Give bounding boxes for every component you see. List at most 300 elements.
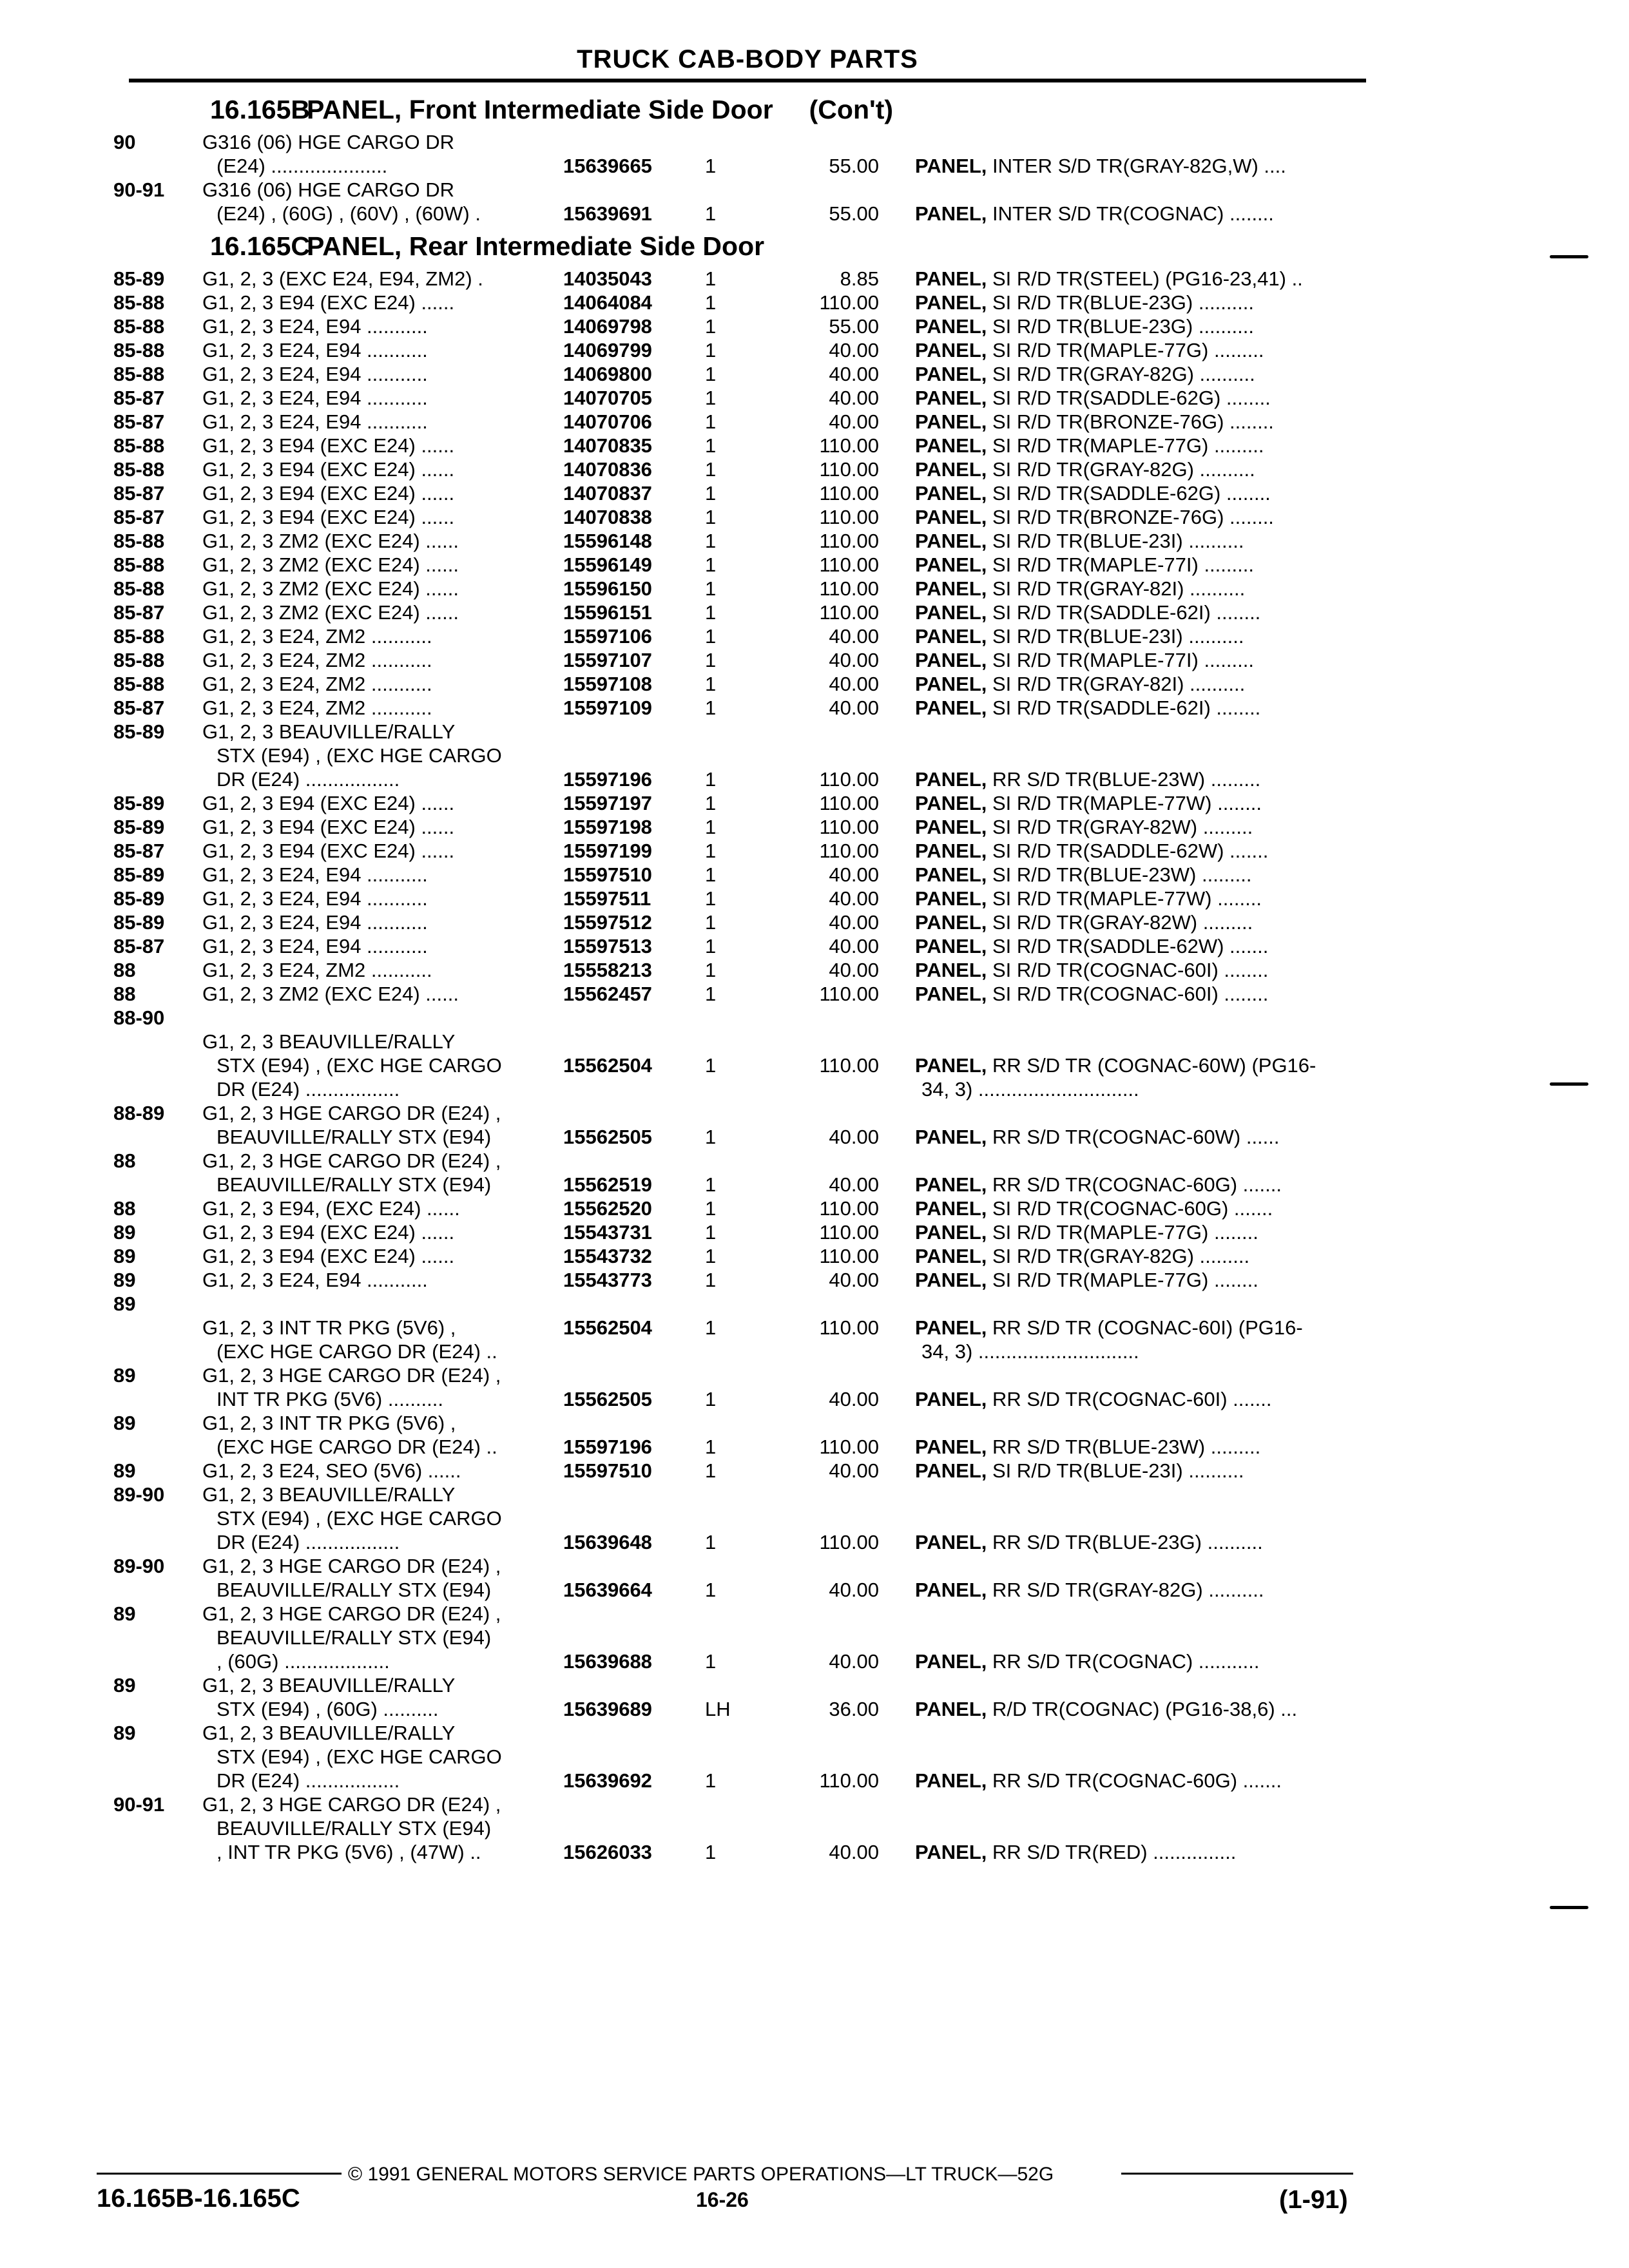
- part-number: 15597197: [563, 792, 652, 814]
- description: [915, 863, 1366, 887]
- application-line: (EXC HGE CARGO DR (E24) ..: [217, 1436, 497, 1458]
- price: 40.00: [829, 1173, 879, 1196]
- application-line: G1, 2, 3 ZM2 (EXC E24) ......: [202, 983, 459, 1005]
- application-line: G316 (06) HGE CARGO DR: [202, 178, 455, 201]
- parts-entry: [113, 1149, 1366, 1196]
- description: [915, 934, 1366, 958]
- parts-entry: [113, 1459, 1366, 1483]
- quantity: 1: [705, 530, 717, 552]
- parts-catalog: [113, 89, 1366, 1864]
- quantity: 1: [705, 1245, 717, 1267]
- quantity: 1: [705, 577, 717, 600]
- description: [915, 410, 1366, 434]
- application-line: G1, 2, 3 E94 (EXC E24) ......: [202, 1221, 455, 1244]
- application-line: , (60G) ...................: [217, 1650, 390, 1673]
- application-line: G1, 2, 3 INT TR PKG (5V6) ,: [202, 1412, 456, 1434]
- description: [915, 1459, 1366, 1483]
- application-line: G1, 2, 3 E24, ZM2 ...........: [202, 649, 432, 671]
- model-years: 85-88: [113, 315, 165, 338]
- part-number: 15597196: [563, 768, 652, 791]
- parts-entry: [113, 1244, 1366, 1268]
- description-line: PANEL, SI R/D TR(MAPLE-77G) .........: [915, 434, 1264, 457]
- footer-rule-left: [97, 2173, 342, 2175]
- model-years: 85-87: [113, 935, 165, 957]
- application: [202, 958, 563, 982]
- description-line: PANEL, R/D TR(COGNAC) (PG16-38,6) ...: [915, 1698, 1298, 1720]
- application-line: G1, 2, 3 HGE CARGO DR (E24) ,: [202, 1364, 501, 1387]
- price: 40.00: [829, 673, 879, 695]
- application-line: G1, 2, 3 HGE CARGO DR (E24) ,: [202, 1555, 501, 1577]
- quantity: 1: [705, 458, 717, 481]
- parts-entry: [113, 1006, 1366, 1101]
- model-years: 89: [113, 1364, 136, 1387]
- price: 110.00: [819, 816, 879, 838]
- parts-entry: [113, 839, 1366, 863]
- parts-entry: [113, 1196, 1366, 1220]
- application-line: G1, 2, 3 HGE CARGO DR (E24) ,: [202, 1102, 501, 1124]
- model-years: 88: [113, 1197, 136, 1220]
- application: [202, 672, 563, 696]
- price: 40.00: [829, 697, 879, 719]
- application: [202, 362, 563, 386]
- part-number: 15596149: [563, 553, 652, 576]
- description: [915, 1435, 1366, 1459]
- section-title: PANEL, Rear Intermediate Side Door: [307, 231, 765, 261]
- description-line: PANEL, RR S/D TR(GRAY-82G) ..........: [915, 1579, 1264, 1601]
- application: [202, 910, 563, 934]
- model-years: 85-89: [113, 911, 165, 934]
- quantity: 1: [705, 1173, 717, 1196]
- description-line: PANEL, SI R/D TR(GRAY-82I) ..........: [915, 673, 1246, 695]
- price: 40.00: [829, 625, 879, 648]
- application: [202, 839, 563, 863]
- model-years: 89-90: [113, 1483, 165, 1506]
- footer-rule-right: [1121, 2173, 1353, 2175]
- application-line: INT TR PKG (5V6) ..........: [217, 1388, 443, 1410]
- application-line: G1, 2, 3 E24, E94 ...........: [202, 387, 428, 409]
- part-number: 15597196: [563, 1436, 652, 1458]
- application-line: G1, 2, 3 BEAUVILLE/RALLY: [202, 1674, 456, 1696]
- parts-entry: [113, 1792, 1366, 1864]
- quantity: 1: [705, 410, 717, 433]
- model-years: 89: [113, 1269, 136, 1291]
- price: 110.00: [819, 1316, 879, 1339]
- quantity: 1: [705, 1531, 717, 1553]
- description-line: PANEL, SI R/D TR(STEEL) (PG16-23,41) ..: [915, 267, 1303, 290]
- description: [915, 267, 1366, 291]
- parts-entry: [113, 815, 1366, 839]
- description-line: PANEL, SI R/D TR(MAPLE-77I) .........: [915, 649, 1254, 671]
- description-line: PANEL, RR S/D TR(COGNAC-60W) ......: [915, 1126, 1280, 1148]
- application: [202, 178, 563, 226]
- quantity: LH: [705, 1698, 731, 1720]
- part-number: 15562505: [563, 1388, 652, 1410]
- description-line: PANEL, SI R/D TR(MAPLE-77I) .........: [915, 553, 1254, 576]
- parts-entry: [113, 1220, 1366, 1244]
- description: [915, 1578, 1366, 1602]
- model-years: 90: [113, 131, 136, 153]
- application: [202, 1149, 563, 1196]
- model-years: 85-87: [113, 410, 165, 433]
- parts-entry: [113, 505, 1366, 529]
- part-number: 15639689: [563, 1698, 652, 1720]
- model-years: 85-87: [113, 601, 165, 624]
- application-line: , INT TR PKG (5V6) , (47W) ..: [217, 1841, 481, 1863]
- description: [915, 314, 1366, 338]
- model-years: 85-88: [113, 363, 165, 385]
- description-line: PANEL, RR S/D TR(COGNAC) ...........: [915, 1650, 1260, 1673]
- price: 110.00: [819, 577, 879, 600]
- price: 40.00: [829, 1388, 879, 1410]
- application: [202, 434, 563, 457]
- application-line: G1, 2, 3 INT TR PKG (5V6) ,: [202, 1316, 456, 1339]
- price: 110.00: [819, 983, 879, 1005]
- description-line: PANEL, SI R/D TR(MAPLE-77G) ........: [915, 1269, 1258, 1291]
- part-number: 15639688: [563, 1650, 652, 1673]
- model-years: 89: [113, 1602, 136, 1625]
- application: [202, 130, 563, 178]
- application-line: G1, 2, 3 E24, E94 ...........: [202, 1269, 428, 1291]
- application: [202, 386, 563, 410]
- model-years: 85-88: [113, 625, 165, 648]
- quantity: 1: [705, 959, 717, 981]
- description-line: PANEL, SI R/D TR(GRAY-82I) ..........: [915, 577, 1246, 600]
- section-number: 16.165B: [210, 95, 311, 124]
- quantity: 1: [705, 1126, 717, 1148]
- price: 40.00: [829, 887, 879, 910]
- parts-entry: [113, 481, 1366, 505]
- description-line: PANEL, RR S/D TR(BLUE-23W) .........: [915, 1436, 1261, 1458]
- application: [202, 1459, 563, 1483]
- part-number: 15562504: [563, 1316, 652, 1339]
- price: 40.00: [829, 935, 879, 957]
- part-number: 15639664: [563, 1579, 652, 1601]
- part-number: 15639665: [563, 155, 652, 177]
- application-line: (EXC HGE CARGO DR (E24) ..: [217, 1340, 497, 1363]
- application-line: DR (E24) .................: [217, 1769, 400, 1792]
- description: [915, 577, 1366, 601]
- section-heading: [113, 89, 1366, 130]
- description-line: PANEL, SI R/D TR(GRAY-82G) .........: [915, 1245, 1250, 1267]
- application-line: G316 (06) HGE CARGO DR: [202, 131, 455, 153]
- application-line: G1, 2, 3 E94 (EXC E24) ......: [202, 434, 455, 457]
- quantity: 1: [705, 1269, 717, 1291]
- application: [202, 1673, 563, 1721]
- footer-page-number: 16-26: [696, 2188, 749, 2211]
- application-line: DR (E24) .................: [217, 768, 400, 791]
- description-line: PANEL, SI R/D TR(BRONZE-76G) ........: [915, 410, 1274, 433]
- parts-entry: [113, 1673, 1366, 1721]
- part-number: 15597510: [563, 1459, 652, 1482]
- part-number: 15597198: [563, 816, 652, 838]
- price: 110.00: [819, 1197, 879, 1220]
- description: [915, 1053, 1366, 1101]
- price: 110.00: [819, 1054, 879, 1077]
- model-years: 85-88: [113, 339, 165, 361]
- model-years: 89: [113, 1293, 136, 1315]
- description-line: PANEL, SI R/D TR(COGNAC-60I) ........: [915, 983, 1269, 1005]
- application-line: G1, 2, 3 E24, E94 ...........: [202, 935, 428, 957]
- description: [915, 338, 1366, 362]
- part-number: 15639648: [563, 1531, 652, 1553]
- application-line: STX (E94) , (EXC HGE CARGO: [217, 1507, 502, 1530]
- model-years: 85-87: [113, 840, 165, 862]
- part-number: 15597512: [563, 911, 652, 934]
- application-line: G1, 2, 3 E24, E94 ...........: [202, 887, 428, 910]
- part-number: 15562520: [563, 1197, 652, 1220]
- description: [915, 1196, 1366, 1220]
- part-number: 15596151: [563, 601, 652, 624]
- quantity: 1: [705, 553, 717, 576]
- application: [202, 934, 563, 958]
- part-number: 15597511: [563, 887, 651, 910]
- part-number: 15597108: [563, 673, 652, 695]
- parts-entry: [113, 314, 1366, 338]
- quantity: 1: [705, 1841, 717, 1863]
- application: [202, 720, 563, 791]
- quantity: 1: [705, 1221, 717, 1244]
- description-line: PANEL, SI R/D TR(BLUE-23G) ..........: [915, 315, 1254, 338]
- part-number: 14069799: [563, 339, 652, 361]
- part-number: 15562505: [563, 1126, 652, 1148]
- description: [915, 154, 1366, 178]
- part-number: 15543773: [563, 1269, 652, 1291]
- price: 110.00: [819, 1531, 879, 1553]
- application-line: G1, 2, 3 E24, ZM2 ...........: [202, 959, 432, 981]
- model-years: 85-88: [113, 673, 165, 695]
- parts-entry: [113, 130, 1366, 178]
- price: 40.00: [829, 1459, 879, 1482]
- price: 55.00: [829, 315, 879, 338]
- part-number: 14069800: [563, 363, 652, 385]
- parts-entry: [113, 910, 1366, 934]
- quantity: 1: [705, 363, 717, 385]
- quantity: 1: [705, 697, 717, 719]
- description: [915, 791, 1366, 815]
- description-line: PANEL, RR S/D TR(RED) ...............: [915, 1841, 1237, 1863]
- parts-entry: [113, 338, 1366, 362]
- application-line: G1, 2, 3 (EXC E24, E94, ZM2) .: [202, 267, 483, 290]
- section-heading: [113, 226, 1366, 267]
- parts-entry: [113, 1602, 1366, 1673]
- quantity: 1: [705, 935, 717, 957]
- application: [202, 696, 563, 720]
- description-line: PANEL, RR S/D TR (COGNAC-60I) (PG16-: [915, 1316, 1303, 1339]
- part-number: 14070835: [563, 434, 652, 457]
- quantity: 1: [705, 840, 717, 862]
- description: [915, 767, 1366, 791]
- part-number: 15562504: [563, 1054, 652, 1077]
- description-line: PANEL, SI R/D TR(MAPLE-77W) ........: [915, 792, 1262, 814]
- price: 40.00: [829, 339, 879, 361]
- price: 40.00: [829, 1650, 879, 1673]
- description-line: PANEL, SI R/D TR(SADDLE-62I) ........: [915, 697, 1261, 719]
- part-number: 14069798: [563, 315, 652, 338]
- model-years: 88-90: [113, 1006, 165, 1029]
- parts-entry: [113, 1483, 1366, 1554]
- price: 110.00: [819, 506, 879, 528]
- application-line: STX (E94) , (EXC HGE CARGO: [217, 744, 502, 767]
- part-number: 15596150: [563, 577, 652, 600]
- quantity: 1: [705, 1316, 717, 1339]
- application: [202, 1721, 563, 1792]
- parts-entry: [113, 291, 1366, 314]
- model-years: 85-88: [113, 434, 165, 457]
- application: [202, 1030, 563, 1101]
- parts-entry: [113, 887, 1366, 910]
- description: [915, 481, 1366, 505]
- price: 40.00: [829, 863, 879, 886]
- part-number: 15639691: [563, 202, 652, 225]
- parts-entry: [113, 648, 1366, 672]
- description: [915, 434, 1366, 457]
- application-line: BEAUVILLE/RALLY STX (E94): [217, 1173, 492, 1196]
- description-line: PANEL, SI R/D TR(MAPLE-77G) ........: [915, 1221, 1258, 1244]
- quantity: 1: [705, 792, 717, 814]
- description-line: PANEL, SI R/D TR(BLUE-23I) ..........: [915, 530, 1244, 552]
- price: 40.00: [829, 1579, 879, 1601]
- application-line: G1, 2, 3 E94 (EXC E24) ......: [202, 792, 455, 814]
- application-line: G1, 2, 3 E94 (EXC E24) ......: [202, 816, 455, 838]
- application: [202, 791, 563, 815]
- price: 40.00: [829, 959, 879, 981]
- price: 110.00: [819, 1769, 879, 1792]
- description: [915, 601, 1366, 624]
- part-number: 14070837: [563, 482, 652, 505]
- price: 40.00: [829, 387, 879, 409]
- application-line: G1, 2, 3 HGE CARGO DR (E24) ,: [202, 1602, 501, 1625]
- description: [915, 291, 1366, 314]
- application-line: G1, 2, 3 E94 (EXC E24) ......: [202, 840, 455, 862]
- model-years: 85-89: [113, 720, 165, 743]
- model-years: 85-87: [113, 387, 165, 409]
- model-years: 85-88: [113, 291, 165, 314]
- model-years: 85-87: [113, 697, 165, 719]
- description-line: PANEL, SI R/D TR(COGNAC-60I) ........: [915, 959, 1269, 981]
- application: [202, 1244, 563, 1268]
- model-years: 85-88: [113, 458, 165, 481]
- part-number: 14070838: [563, 506, 652, 528]
- application-line: BEAUVILLE/RALLY STX (E94): [217, 1817, 492, 1840]
- footer-section-ref: 16.165B-16.165C: [97, 2184, 300, 2213]
- parts-entry: [113, 601, 1366, 624]
- description: [915, 982, 1366, 1006]
- quantity: 1: [705, 863, 717, 886]
- description: [915, 624, 1366, 648]
- application: [202, 553, 563, 577]
- description: [915, 815, 1366, 839]
- description: [915, 1530, 1366, 1554]
- description: [915, 1268, 1366, 1292]
- model-years: 90-91: [113, 1793, 165, 1816]
- parts-entry: [113, 696, 1366, 720]
- application-line: G1, 2, 3 E24, E94 ...........: [202, 911, 428, 934]
- description-line: PANEL, RR S/D TR(COGNAC-60I) .......: [915, 1388, 1272, 1410]
- parts-entry: [113, 577, 1366, 601]
- application-line: G1, 2, 3 BEAUVILLE/RALLY: [202, 1483, 456, 1506]
- application-line: DR (E24) .................: [217, 1078, 400, 1100]
- quantity: 1: [705, 1436, 717, 1458]
- price: 110.00: [819, 291, 879, 314]
- application: [202, 291, 563, 314]
- application-line: BEAUVILLE/RALLY STX (E94): [217, 1579, 492, 1601]
- model-years: 88-89: [113, 1102, 165, 1124]
- model-years: 85-88: [113, 577, 165, 600]
- parts-entry: [113, 672, 1366, 696]
- parts-entry: [113, 386, 1366, 410]
- price: 55.00: [829, 155, 879, 177]
- application: [202, 863, 563, 887]
- price: 110.00: [819, 1221, 879, 1244]
- quantity: 1: [705, 911, 717, 934]
- price: 40.00: [829, 649, 879, 671]
- application: [202, 529, 563, 553]
- model-years: 85-89: [113, 863, 165, 886]
- application-line: G1, 2, 3 E24, E94 ...........: [202, 363, 428, 385]
- quantity: 1: [705, 291, 717, 314]
- model-years: 88: [113, 959, 136, 981]
- quantity: 1: [705, 267, 717, 290]
- model-years: 85-88: [113, 530, 165, 552]
- parts-entry: [113, 624, 1366, 648]
- description: [915, 505, 1366, 529]
- part-number: 15562519: [563, 1173, 652, 1196]
- model-years: 88: [113, 1149, 136, 1172]
- model-years: 89-90: [113, 1555, 165, 1577]
- application-line: G1, 2, 3 E94 (EXC E24) ......: [202, 506, 455, 528]
- application-line: G1, 2, 3 HGE CARGO DR (E24) ,: [202, 1149, 501, 1172]
- application: [202, 1101, 563, 1149]
- application: [202, 1602, 563, 1673]
- part-number: 15626033: [563, 1841, 652, 1863]
- section-title: PANEL, Front Intermediate Side Door: [307, 95, 773, 124]
- quantity: 1: [705, 1197, 717, 1220]
- price: 40.00: [829, 911, 879, 934]
- quantity: 1: [705, 1388, 717, 1410]
- parts-entry: [113, 457, 1366, 481]
- quantity: 1: [705, 816, 717, 838]
- model-years: 85-88: [113, 649, 165, 671]
- description-line: PANEL, INTER S/D TR(COGNAC) ........: [915, 202, 1274, 225]
- application-line: G1, 2, 3 ZM2 (EXC E24) ......: [202, 577, 459, 600]
- price: 110.00: [819, 553, 879, 576]
- application-line: G1, 2, 3 E24, E94 ...........: [202, 863, 428, 886]
- application-line: G1, 2, 3 E94 (EXC E24) ......: [202, 482, 455, 505]
- description: [915, 386, 1366, 410]
- part-number: 15597199: [563, 840, 652, 862]
- application: [202, 314, 563, 338]
- part-number: 15639692: [563, 1769, 652, 1792]
- price: 40.00: [829, 1126, 879, 1148]
- application: [202, 1792, 563, 1864]
- quantity: 1: [705, 155, 717, 177]
- parts-entry: [113, 934, 1366, 958]
- description-line: PANEL, RR S/D TR (COGNAC-60W) (PG16-: [915, 1054, 1316, 1077]
- application: [202, 577, 563, 601]
- model-years: 90-91: [113, 178, 165, 201]
- margin-tick: [1550, 1906, 1588, 1909]
- price: 110.00: [819, 601, 879, 624]
- description: [915, 1769, 1366, 1792]
- application-line: G1, 2, 3 E24, E94 ...........: [202, 410, 428, 433]
- description-line: PANEL, RR S/D TR(COGNAC-60G) .......: [915, 1769, 1282, 1792]
- application: [202, 624, 563, 648]
- parts-entry: [113, 1721, 1366, 1792]
- price: 40.00: [829, 1269, 879, 1291]
- quantity: 1: [705, 887, 717, 910]
- parts-entry: [113, 791, 1366, 815]
- application: [202, 1411, 563, 1459]
